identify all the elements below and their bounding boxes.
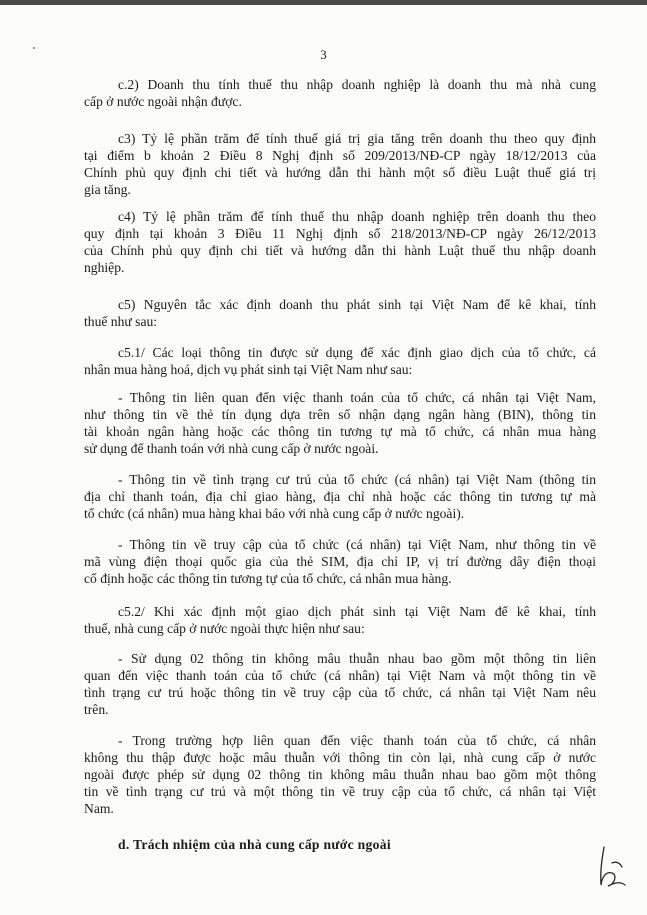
text-line: c3) Tỷ lệ phần trăm để tính thuế giá trị gia tăng trên doanh thu theo quy định	[118, 131, 596, 146]
text-line: Nam.	[84, 801, 114, 816]
paragraph-c5-2	[84, 603, 596, 637]
section-heading-d: d. Trách nhiệm của nhà cung cấp nước ngoài	[118, 837, 391, 852]
paragraph-c5	[84, 296, 596, 330]
paragraph-c2	[84, 76, 596, 110]
paragraph-c4	[84, 208, 596, 276]
text-line: tại điểm b khoản 2 Điều 8 Nghị định số 209/2013/NĐ-CP ngày 18/12/2013 của	[84, 148, 596, 163]
text-line: thuế, nhà cung cấp ở nước ngoài thực hiện như sau:	[84, 621, 365, 636]
text-line: quan đến việc thanh toán của tổ chức (cá nhân) tại Việt Nam và một thông tin về	[84, 668, 596, 683]
text-line: mã vùng điện thoại quốc gia của thẻ SIM, địa chỉ IP, vị trí đường dây điện thoại	[84, 554, 596, 569]
text-line: c.2) Doanh thu tính thuế thu nhập doanh nghiệp là doanh thu mà nhà cung	[118, 77, 596, 92]
text-line: c5) Nguyên tắc xác định doanh thu phát sinh tại Việt Nam để kê khai, tính	[118, 297, 596, 312]
text-line: nghiệp.	[84, 260, 125, 275]
text-line: - Trong trường hợp liên quan đến việc thanh toán của tổ chức, cá nhân	[118, 733, 596, 748]
text-line: - Thông tin về tình trạng cư trú của tổ chức (cá nhân) tại Việt Nam (thông tin	[118, 472, 596, 487]
text-line: của Chính phủ quy định chi tiết và hướng dẫn thi hành Luật thuế thu nhập doanh	[84, 243, 596, 258]
paragraph-use-two-info	[84, 650, 596, 718]
text-line: ngoài được phép sử dụng 02 thông tin không mâu thuẫn nhau bao gồm một thông	[84, 767, 596, 782]
page-number: 3	[320, 47, 327, 62]
text-line: sử dụng để thanh toán với nhà cung cấp ở nước ngoài.	[84, 441, 379, 456]
text-line: Chính phủ quy định chi tiết và hướng dẫn thi hành một số điều Luật thuế giá trị	[84, 165, 596, 180]
text-line: tình trạng cư trú hoặc thông tin về truy cập của tổ chức, cá nhân tại Việt Nam nêu	[84, 685, 596, 700]
document-page	[0, 5, 647, 915]
text-line: trên.	[84, 702, 109, 717]
text-line: cấp ở nước ngoài nhận được.	[84, 94, 242, 109]
text-line: - Sử dụng 02 thông tin không mâu thuẫn nhau bao gồm một thông tin liên	[118, 651, 596, 666]
text-line: tin về tình trạng cư trú và một thông tin về truy cập của tổ chức, cá nhân tại Việt	[84, 784, 596, 799]
paragraph-payment-info	[84, 389, 596, 457]
text-line: c4) Tỷ lệ phần trăm để tính thuế thu nhập doanh nghiệp trên doanh thu theo	[118, 209, 596, 224]
text-line: địa chỉ thanh toán, địa chỉ giao hàng, địa chỉ nhà hoặc các thông tin tương tự mà	[84, 489, 596, 504]
text-line: như thông tin về thẻ tín dụng dựa trên số nhận dạng ngân hàng (BIN), thông tin	[84, 407, 596, 422]
paragraph-c3	[84, 130, 596, 198]
paragraph-access-info	[84, 536, 596, 587]
paragraph-c5-1	[84, 344, 596, 378]
text-line: quy định tại khoản 3 Điều 11 Nghị định số 218/2013/NĐ-CP ngày 26/12/2013	[84, 226, 596, 241]
paragraph-fallback-case	[84, 732, 596, 817]
text-line: cố định hoặc các thông tin tương tự của tổ chức, cá nhân mua hàng.	[84, 571, 452, 586]
text-line: gia tăng.	[84, 182, 131, 197]
text-line: không thu thập được hoặc mâu thuẫn với thông tin còn lại, nhà cung cấp ở nước	[84, 750, 596, 765]
text-line: thuế như sau:	[84, 314, 158, 329]
text-line: nhân mua hàng hoá, dịch vụ phát sinh tại Việt Nam như sau:	[84, 362, 413, 377]
text-line: c5.2/ Khi xác định một giao dịch phát sinh tại Việt Nam để kê khai, tính	[118, 604, 596, 619]
text-line: c5.1/ Các loại thông tin được sử dụng để xác định giao dịch của tổ chức, cá	[118, 345, 596, 360]
text-line: tổ chức (cá nhân) mua hàng khai báo với nhà cung cấp ở nước ngoài).	[84, 506, 465, 521]
text-line: - Thông tin liên quan đến việc thanh toán của tổ chức, cá nhân tại Việt Nam,	[118, 390, 596, 405]
signature-mark	[592, 841, 632, 893]
paragraph-residence-info	[84, 471, 596, 522]
text-line: tài khoản ngân hàng hoặc các thông tin tương tự mà tổ chức, cá nhân mua hàng	[84, 424, 596, 439]
text-line: - Thông tin về truy cập của tổ chức (cá nhân) tại Việt Nam, như thông tin về	[118, 537, 596, 552]
